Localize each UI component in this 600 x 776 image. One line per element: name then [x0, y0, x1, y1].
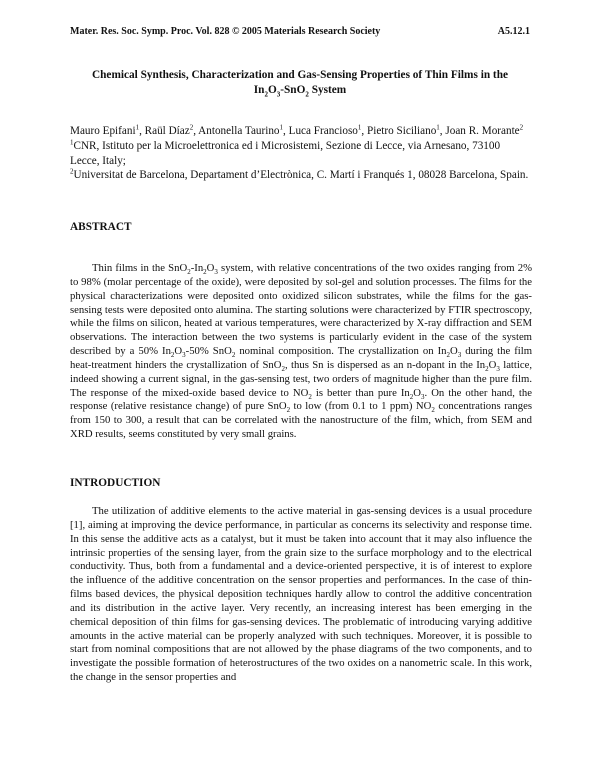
- abstract-text: Thin films in the $SnO_2-In_2O_3$ system, with relative concentrations of the two oxides ranging from 2% to 98% (molar percentage of the oxide), were deposited by sol-gel and solution processes. The films for the physical characterizations were deposited onto oxidized silicon substrates, while the films for the gas-sensing tests were deposited onto alumina. The starting solutions were characterized by FTIR spectroscopy, while the films on silicon, heated at various temperatures, were characterized by X-ray diffraction and SEM observations. The interaction between the two systems is particularly evident in the case of the system described by a 50% $In_2O_3-50\%$ SnO$_2$ nominal composition. The crystallization on $In_2O_3$ during the film heat-treatment hinders the crystallization of SnO$_2$, thus Sn is dispersed as an n-dopant in the $In_2O_3$ lattice, indeed showing a current signal, in the gas-sensing test, two orders of magnitude higher than the pure film. The response of the mixed-oxide based device to $NO_2$ is better than pure $In_2O_3$. On the other hand, the response (relative resistance change) of pure SnO$_2$ to low (from 0.1 to 1 ppm) $NO_2$ concentrations ranges from 150 to 300, a result that can be correlated with the nanostructure of the film, which, from SEM and XRD results, seems constituted by very small grains.: [70, 262, 533, 441]
- abstract-heading: ABSTRACT: [70, 221, 132, 233]
- author-block: [70, 124, 532, 183]
- introduction-heading: INTRODUCTION: [70, 477, 161, 489]
- title-line-1: Chemical Synthesis, Characterization and Gas-Sensing Properties of Thin Films in the: [91, 69, 508, 81]
- running-header: [70, 26, 530, 37]
- introduction-text: The utilization of additive elements to the active material in gas-sensing devices is a usual procedure [1], aiming at improving the device performance, in particular as concerns its selectivity and response time. In this sense the additive acts as a catalyst, but it must be taken into account that it may also influence the intrinsic properties of the sensing layer, from the grain size to the surface morphology and to the electrical conductivity. Thus, both from a fundamental and a device-oriented perspective, it is of interest to explore the influence of the additive concentration on the sensor properties and performances. In the case of thin-films based devices, the physical deposition techniques hardly allow to control the additive concentration and its distribution in the active layer. Very recently, an increasing interest has been emerging in the chemical deposition of thin films for gas-sensing devices. The problematic of introducing varying additive amounts in the active material can be properly analyzed with such techniques. Moreover, it is possible to start from nominal compositions that are not allowed by the phase diagrams of the two components, and to investigate the possible formation of heterostructures of the two oxides on a nanometric scale. In this work, the change in the sensor properties and: [70, 505, 532, 684]
- header-citation: Mater. Res. Soc. Symp. Proc. Vol. 828 © 2005 Materials Research Society: [70, 26, 381, 37]
- affiliation-2: $^2$Universitat de Barcelona, Departament d’Electrònica, C. Martí i Franqués 1, 08028 Barcelona, Spain.: [70, 167, 529, 182]
- title-line-2: $In_2O_3-SnO_2$ System: [253, 84, 347, 99]
- author-list: Mauro Epifani$^1$, Raül Díaz$^2$, Antonella Taurino$^1$, Luca Francioso$^1$, Pietro Siciliano$^1$, Joan R. Morante$^2$: [70, 123, 524, 137]
- paper-title: [70, 68, 530, 98]
- header-page-id: A5.12.1: [497, 26, 530, 37]
- affiliation-1: $^1$CNR, Istituto per la Microelettronica ed i Microsistemi, Sezione di Lecce, via Arnesano, 73100 Lecce, Italy;: [70, 138, 501, 167]
